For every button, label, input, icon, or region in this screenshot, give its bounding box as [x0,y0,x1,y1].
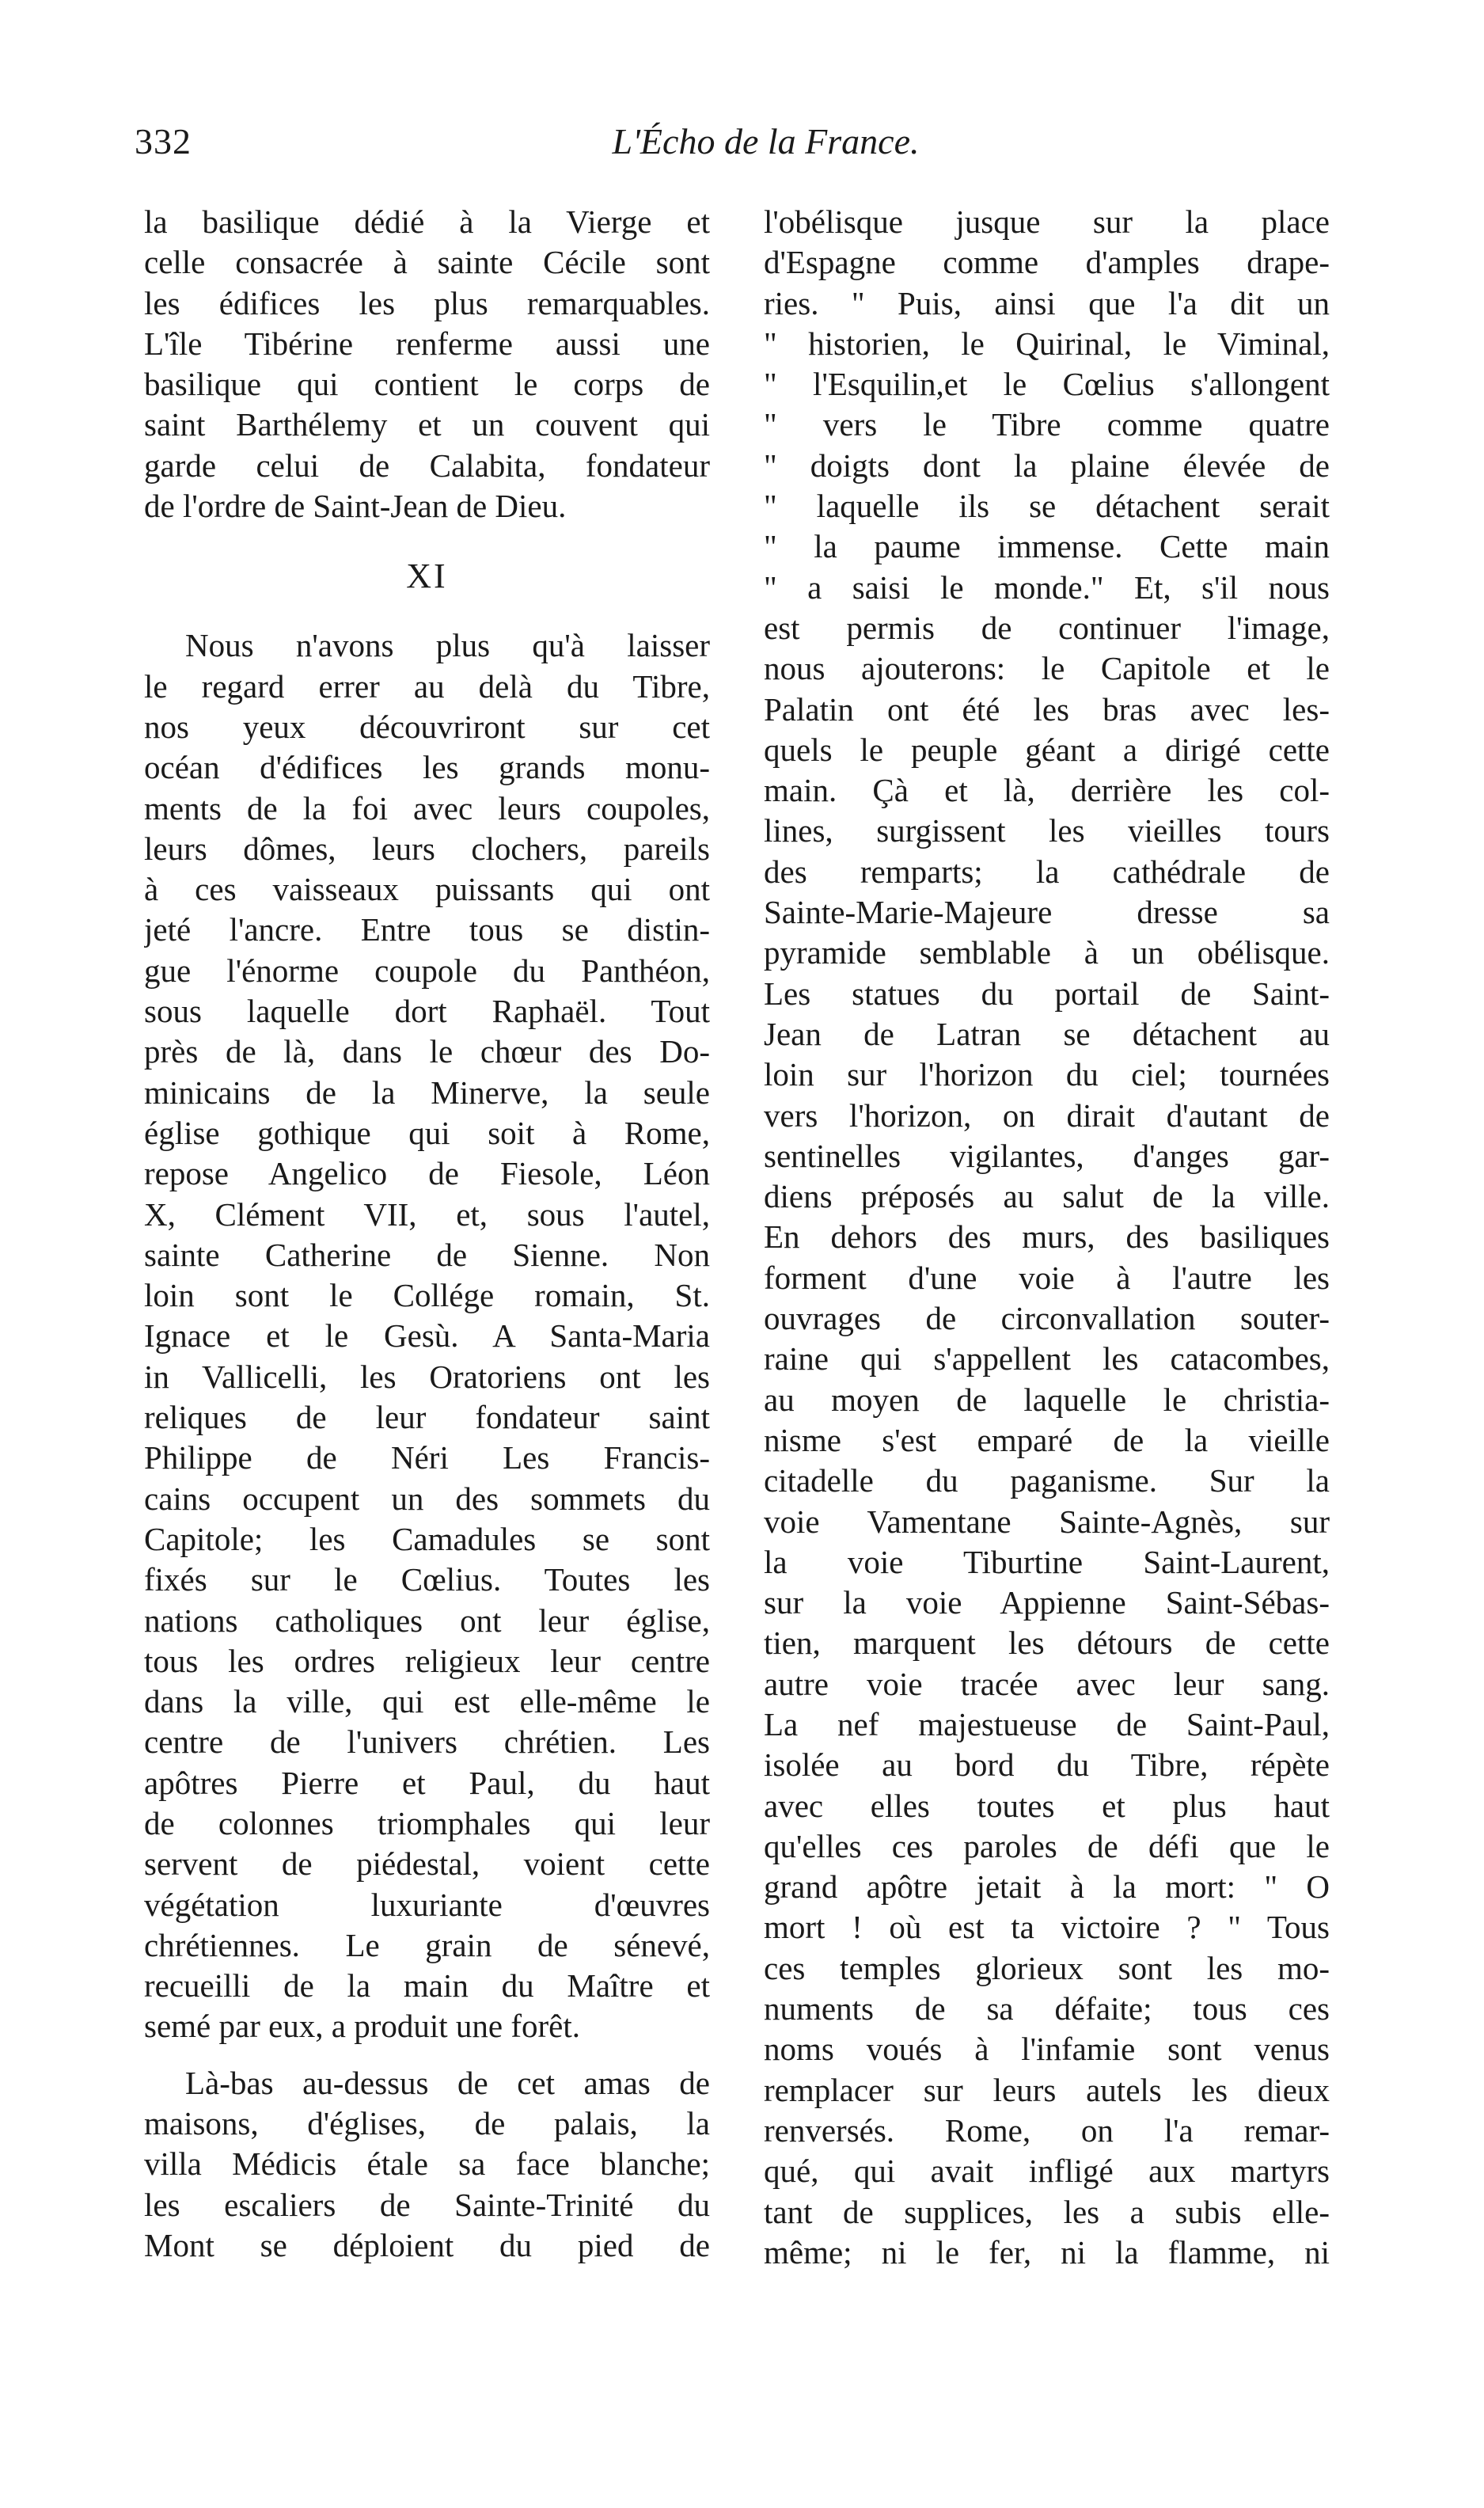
text-line: repose Angelico de Fiesole, Léon [144,1155,710,1192]
page-number: 332 [135,121,192,162]
text-line: quels le peuple géant a dirigé cette [764,731,1330,768]
text-line: jeté l'ancre. Entre tous se distin- [144,911,710,948]
text-line: sainte Catherine de Sienne. Non [144,1236,710,1273]
text-line: Nous n'avons plus qu'à laisser [185,627,710,664]
text-line: océan d'édifices les grands monu- [144,749,710,786]
text-line: cains occupent un des sommets du [144,1480,710,1517]
text-line: la basilique dédié à la Vierge et [144,203,710,240]
text-line: " doigts dont la plaine élevée de [764,446,1330,484]
text-line: maisons, d'églises, de palais, la [144,2105,710,2142]
text-line: nations catholiques ont leur église, [144,1602,710,1639]
text-line: isolée au bord du Tibre, répète [764,1746,1330,1784]
text-line: X, Clément VII, et, sous l'autel, [144,1195,710,1233]
text-line: Là-bas au-dessus de cet amas de [185,2064,710,2101]
text-line: nous ajouterons: le Capitole et le [764,650,1330,687]
right-column [764,202,1330,2273]
text-line: renversés. Rome, on l'a remar- [764,2111,1330,2149]
text-line: citadelle du paganisme. Sur la [764,1462,1330,1499]
text-line: Sainte-Marie-Majeure dresse sa [764,894,1330,931]
text-line: Les statues du portail de Saint- [764,975,1330,1012]
text-line: les escaliers de Sainte-Trinité du [144,2186,710,2223]
text-line: pyramide semblable à un obélisque. [764,934,1330,971]
text-line: ouvrages de circonvallation souter- [764,1300,1330,1337]
text-line: in Vallicelli, les Oratoriens ont les [144,1358,710,1395]
text-line: l'obélisque jusque sur la place [764,203,1330,240]
text-line: apôtres Pierre et Paul, du haut [144,1764,710,1801]
text-line: main. Çà et là, derrière les col- [764,772,1330,809]
text-line: autre voie tracée avec leur sang. [764,1665,1330,1702]
left-column [144,202,710,2266]
paragraph-1 [144,202,710,526]
text-line: garde celui de Calabita, fondateur [144,446,710,484]
text-line: à ces vaisseaux puissants qui ont [144,871,710,908]
text-line: ries. " Puis, ainsi que l'a dit un [764,284,1330,321]
text-line: nisme s'est emparé de la vieille [764,1421,1330,1458]
section-heading: XI [406,557,448,596]
paragraph-gap [144,2047,710,2063]
text-line: La nef majestueuse de Saint-Paul, [764,1705,1330,1742]
text-line: Mont se déploient du pied de [144,2226,710,2263]
text-line: semé par eux, a produit une forêt. [144,2008,581,2045]
text-line: diens préposés au salut de la ville. [764,1178,1330,1215]
text-line: Jean de Latran se détachent au [764,1015,1330,1052]
text-line: recueilli de la main du Maître et [144,1967,710,2004]
running-title: L'Écho de la France. [612,121,920,162]
text-line: dans la ville, qui est elle-même le [144,1683,710,1720]
text-line: tien, marquent les détours de cette [764,1624,1330,1662]
paragraph-2 [144,625,710,2046]
text-line: végétation luxuriante d'œuvres [144,1886,710,1923]
text-line: chrétiennes. Le grain de sénevé, [144,1926,710,1963]
text-line: Capitole; les Camadules se sont [144,1520,710,1557]
text-line: au moyen de laquelle le christia- [764,1381,1330,1418]
text-line: ces temples glorieux sont les mo- [764,1949,1330,1986]
text-line: " vers le Tibre comme quatre [764,406,1330,443]
text-line: vers l'horizon, on dirait d'autant de [764,1096,1330,1134]
text-line: ments de la foi avec leurs coupoles, [144,789,710,826]
text-line: minicains de la Minerve, la seule [144,1074,710,1111]
text-line: servent de piédestal, voient cette [144,1845,710,1883]
text-line: de l'ordre de Saint-Jean de Dieu. [144,488,567,525]
text-line: sentinelles vigilantes, d'anges gar- [764,1137,1330,1174]
text-line: de colonnes triomphales qui leur [144,1804,710,1841]
text-line: grand apôtre jetait à la mort: " O [764,1868,1330,1906]
text-line: celle consacrée à sainte Cécile sont [144,244,710,281]
text-line: Ignace et le Gesù. A Santa-Maria [144,1317,710,1355]
text-line: Palatin ont été les bras avec les- [764,690,1330,728]
text-line: " laquelle ils se détachent serait [764,488,1330,525]
text-line: même; ni le fer, ni la flamme, ni [764,2233,1330,2270]
text-line: qu'elles ces paroles de défi que le [764,1827,1330,1864]
text-line: saint Barthélemy et un couvent qui [144,406,710,443]
text-line: la voie Tiburtine Saint-Laurent, [764,1543,1330,1580]
text-line: nos yeux découvriront sur cet [144,708,710,745]
text-line: " la paume immense. Cette main [764,528,1330,565]
text-line: gue l'énorme coupole du Panthéon, [144,952,710,989]
text-line: voie Vamentane Sainte-Agnès, sur [764,1503,1330,1540]
text-line: église gothique qui soit à Rome, [144,1114,710,1151]
text-line: mort ! où est ta victoire ? " Tous [764,1909,1330,1946]
text-line: leurs dômes, leurs clochers, pareils [144,830,710,867]
text-line: sous laquelle dort Raphaël. Tout [144,993,710,1030]
text-line: centre de l'univers chrétien. Les [144,1723,710,1761]
text-line: sur la voie Appienne Saint-Sébas- [764,1584,1330,1621]
text-line: d'Espagne comme d'amples drape- [764,244,1330,281]
text-line: noms voués à l'infamie sont venus [764,2031,1330,2068]
text-line: lines, surgissent les vieilles tours [764,812,1330,849]
text-line: numents de sa défaite; tous ces [764,1990,1330,2027]
text-line: tous les ordres religieux leur centre [144,1642,710,1679]
text-line: remplacer sur leurs autels les dieux [764,2071,1330,2108]
text-line: En dehors des murs, des basiliques [764,1218,1330,1256]
paragraph-3 [144,2063,710,2266]
text-line: près de là, dans le chœur des Do- [144,1033,710,1070]
text-line: loin sont le Collége romain, St. [144,1277,710,1314]
text-line: tant de supplices, les a subis elle- [764,2193,1330,2230]
text-line: " a saisi le monde." Et, s'il nous [764,568,1330,606]
text-line: Philippe de Néri Les Francis- [144,1439,710,1476]
text-line: forment d'une voie à l'autre les [764,1259,1330,1296]
text-line: reliques de leur fondateur saint [144,1399,710,1436]
text-line: avec elles toutes et plus haut [764,1787,1330,1824]
text-line: fixés sur le Cœlius. Toutes les [144,1561,710,1598]
text-line: basilique qui contient le corps de [144,366,710,403]
text-line: villa Médicis étale sa face blanche; [144,2145,710,2183]
text-line: est permis de continuer l'image, [764,609,1330,646]
text-line: " historien, le Quirinal, le Viminal, [764,325,1330,362]
text-line: " l'Esquilin,et le Cœlius s'allongent [764,366,1330,403]
text-line: le regard errer au delà du Tibre, [144,667,710,705]
text-line: L'île Tibérine renferme aussi une [144,325,710,362]
text-line: qué, qui avait infligé aux martyrs [764,2153,1330,2190]
text-line: les édifices les plus remarquables. [144,284,710,321]
text-line: raine qui s'appellent les catacombes, [764,1340,1330,1378]
text-line: des remparts; la cathédrale de [764,853,1330,890]
text-line: loin sur l'horizon du ciel; tournées [764,1056,1330,1093]
